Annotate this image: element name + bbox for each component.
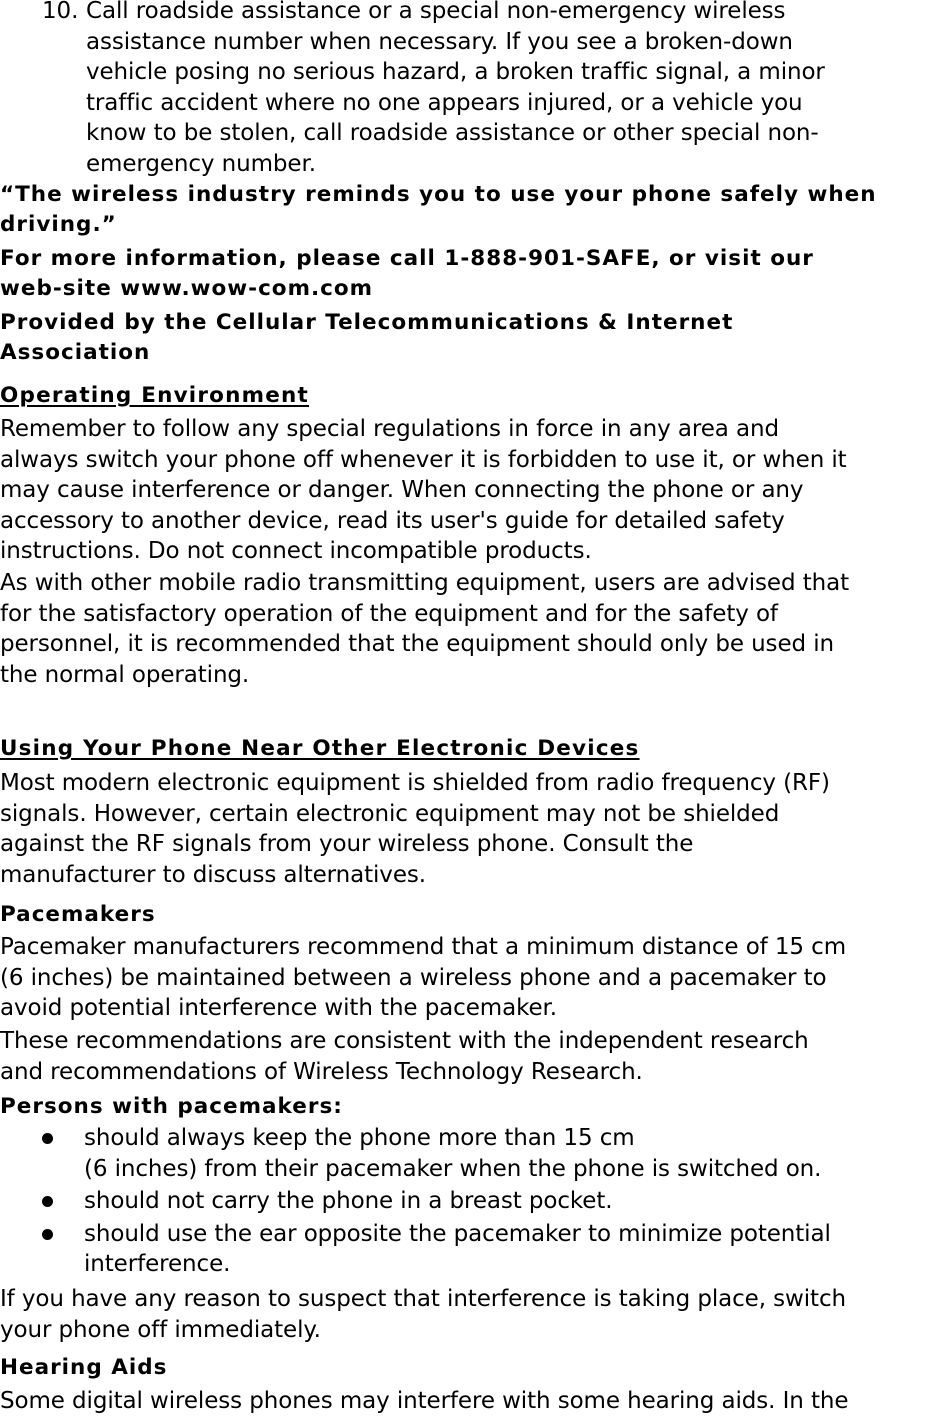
item-text <box>86 0 825 179</box>
pacemaker-bullet-list <box>0 1123 937 1280</box>
list-item <box>0 1123 937 1184</box>
reminder-quote <box>0 180 937 240</box>
section-heading-electronic-devices: Using Your Phone Near Other Electronic Devices <box>0 736 640 761</box>
list-item-line: should not carry the phone in a breast pocket. <box>84 1188 613 1214</box>
paragraph-line: Most modern electronic equipment is shielded from radio frequency (RF) <box>0 770 830 796</box>
subheading-persons-with-pacemakers: Persons with pacemakers: <box>0 1094 343 1119</box>
item-line: traffic accident where no one appears injured, or a vehicle you <box>86 89 803 116</box>
section-heading-operating-environment: Operating Environment <box>0 383 310 408</box>
reminder-line: “The wireless industry reminds you to use your phone safely when <box>0 182 877 207</box>
paragraph-line: Remember to follow any special regulations in force in any area and <box>0 416 779 442</box>
item-number: 10. <box>42 0 79 24</box>
paragraph-line: may cause interference or danger. When connecting the phone or any <box>0 477 804 503</box>
paragraph-line: manufacturer to discuss alternatives. <box>0 861 426 888</box>
list-item-line: interference. <box>84 1251 231 1277</box>
hearing-paragraph <box>0 1386 937 1417</box>
item-line: know to be stolen, call roadside assistance or other special non- <box>86 120 819 146</box>
paragraph-line: your phone off immediately. <box>0 1316 321 1343</box>
more-info-text <box>0 244 937 304</box>
paragraph-line: If you have any reason to suspect that interference is taking place, switch <box>0 1286 846 1312</box>
paragraph-line: personnel, it is recommended that the equipment should only be used in <box>0 631 834 657</box>
item-line: vehicle posing no serious hazard, a broken traffic signal, a minor <box>86 59 825 85</box>
list-item-line: (6 inches) from their pacemaker when the phone is switched on. <box>84 1155 822 1182</box>
paragraph-line: These recommendations are consistent with the independent research <box>0 1028 809 1054</box>
operating-paragraph-1 <box>0 414 937 567</box>
paragraph-line: avoid potential interference with the pacemaker. <box>0 995 557 1021</box>
bullet-icon <box>0 1219 84 1280</box>
paragraph-line: and recommendations of Wireless Technology Research. <box>0 1058 643 1085</box>
paragraph-line: signals. However, certain electronic equipment may not be shielded <box>0 800 780 827</box>
list-item-line: should always keep the phone more than 15 cm <box>84 1125 635 1151</box>
website-line: web-site www.wow-com.com <box>0 276 374 301</box>
paragraph-line: accessory to another device, read its user's guide for detailed safety <box>0 507 785 534</box>
paragraph-line: As with other mobile radio transmitting equipment, users are advised that <box>0 570 850 596</box>
subheading-hearing-aids: Hearing Aids <box>0 1355 168 1380</box>
paragraph-line: Pacemaker manufacturers recommend that a minimum distance of 15 cm <box>0 934 847 960</box>
subheading-pacemakers: Pacemakers <box>0 902 156 927</box>
provided-line: Association <box>0 340 151 365</box>
paragraph-line: instructions. Do not connect incompatible products. <box>0 538 592 564</box>
pacemakers-paragraph-2 <box>0 1026 937 1087</box>
paragraph-line: (6 inches) be maintained between a wireless phone and a pacemaker to <box>0 964 827 991</box>
paragraph-line: the normal operating. <box>0 661 250 688</box>
more-info-line: For more information, please call 1-888-901-SAFE, or visit our <box>0 246 814 271</box>
item-line: Call roadside assistance or a special non-emergency wireless <box>86 0 786 24</box>
list-item-line: should use the ear opposite the pacemaker to minimize potential <box>84 1220 831 1247</box>
electronic-paragraph <box>0 768 937 890</box>
reminder-line: driving.” <box>0 212 117 237</box>
item-line: assistance number when necessary. If you see a broken-down <box>86 28 793 55</box>
paragraph-line: Some digital wireless phones may interfere with some hearing aids. In the <box>0 1388 849 1414</box>
list-item <box>0 1186 937 1217</box>
provided-by-text <box>0 308 937 368</box>
bullet-icon <box>0 1186 84 1217</box>
pacemakers-paragraph-1 <box>0 932 937 1024</box>
item-line: emergency number. <box>86 150 316 177</box>
list-item <box>0 1219 937 1280</box>
pacemakers-paragraph-3 <box>0 1284 937 1345</box>
provided-line: Provided by the Cellular Telecommunications & Internet <box>0 310 734 335</box>
paragraph-line: against the RF signals from your wireless phone. Consult the <box>0 831 694 857</box>
operating-paragraph-2 <box>0 568 937 690</box>
paragraph-line: always switch your phone off whenever it is forbidden to use it, or when it <box>0 446 847 473</box>
paragraph-line: for the satisfactory operation of the equipment and for the safety of <box>0 600 778 627</box>
bullet-icon <box>0 1123 84 1184</box>
numbered-item-10 <box>0 0 937 179</box>
